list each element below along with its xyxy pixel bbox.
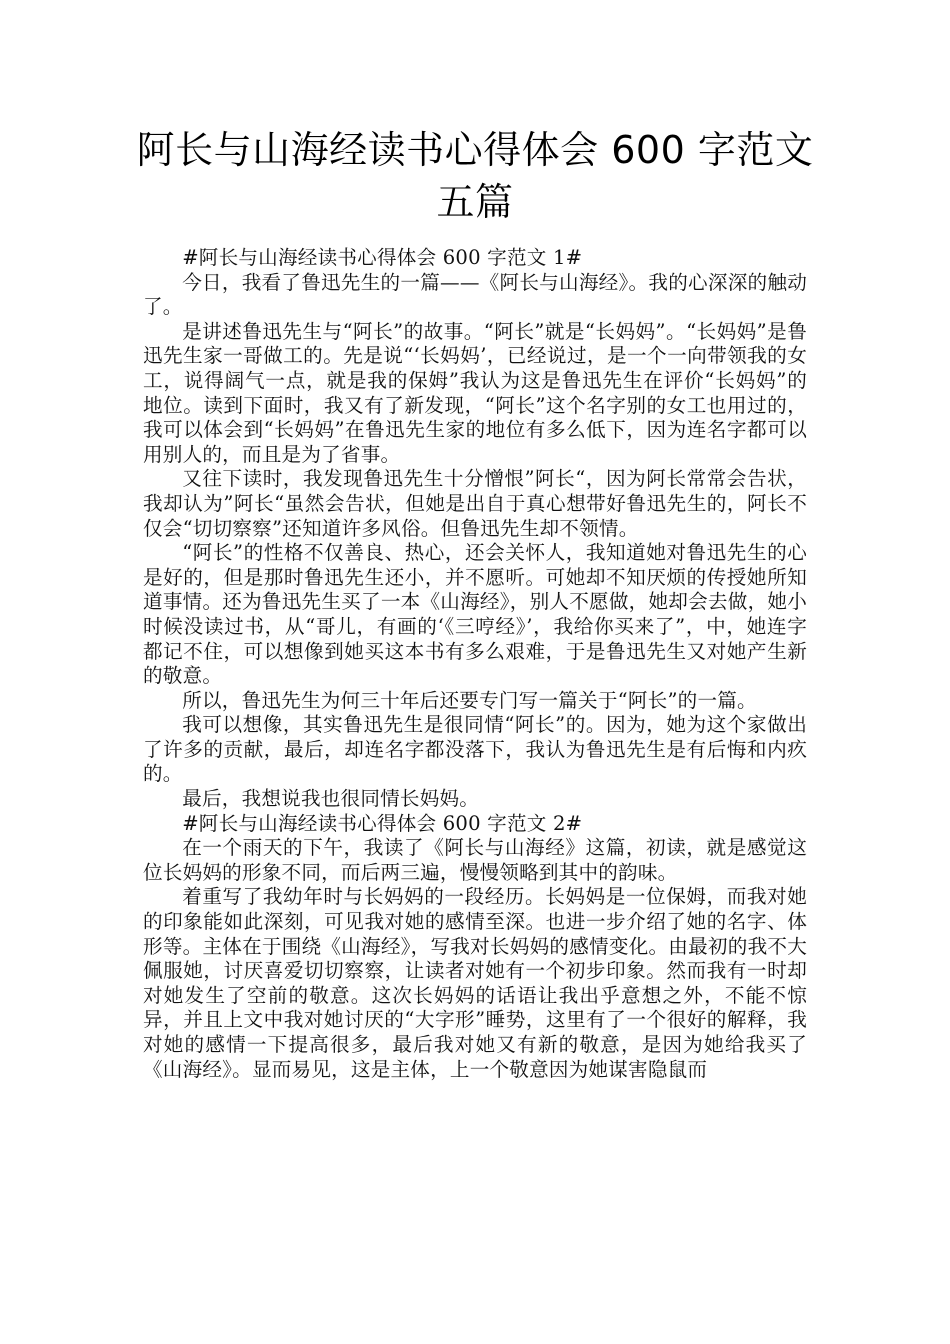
paragraph: 所以，鲁迅先生为何三十年后还要专门写一篇关于“阿长”的一篇。 [182, 688, 757, 712]
title-line-1: 阿长与山海经读书心得体会 600 字范文 [136, 128, 814, 172]
paragraph: 我可以想像，其实鲁迅先生是很同情“阿长”的。因为，她为这个家做出了许多的贡献，最后，却连名字都没落下，我认为鲁迅先生是有后悔和内疚的。 [143, 713, 807, 786]
paragraph: 着重写了我幼年时与长妈妈的一段经历。长妈妈是一位保姆，而我对她的印象能如此深刻，可见我对她的感情至深。也进一步介绍了她的名字、体形等。主体在于围绕《山海经》，写我对长妈妈的感情变化。由最初的我不大佩服她，讨厌喜爱切切察察，让读者对她有一个初步印象。然而我有一时却对她发生了空前的敬意。这次长妈妈的话语让我出乎意想之外，不能不惊异，并且上文中我对她讨厌的“大字形”睡势，这里有了一个很好的解释，我对她的感情一下提高很多，最后我对她又有新的敬意，是因为她给我买了《山海经》。显而易见，这是主体，上一个敬意因为她谋害隐鼠而 [143, 885, 807, 1081]
paragraph: 最后，我想说我也很同情长妈妈。 [182, 787, 480, 811]
title-line-2: 五篇 [436, 180, 514, 224]
paragraph: 是讲述鲁迅先生与“阿长”的故事。“阿长”就是“长妈妈”。“长妈妈”是鲁迅先生家一哥做工的。先是说“‘长妈妈’，已经说过，是一个一向带领我的女工，说得阔气一点，就是我的保姆”我认为这是鲁迅先生在评价“长妈妈”的地位。读到下面时，我又有了新发现，“阿长”这个名字别的女工也用过的，我可以体会到“长妈妈”在鲁迅先生家的地位有多么低下，因为连名字都可以用别人的，而且是为了省事。 [143, 319, 807, 466]
paragraph: 在一个雨天的下午，我读了《阿长与山海经》这篇，初读，就是感觉这位长妈妈的形象不同，而后两三遍，慢慢领略到其中的韵味。 [143, 836, 807, 884]
document-title [120, 124, 830, 228]
section-heading-1: #阿长与山海经读书心得体会 600 字范文 1# [182, 246, 583, 269]
section-heading-2: #阿长与山海经读书心得体会 600 字范文 2# [182, 811, 583, 835]
paragraph: “阿长”的性格不仅善良、热心，还会关怀人，我知道她对鲁迅先生的心是好的，但是那时鲁迅先生还小，并不愿听。可她却不知厌烦的传授她所知道事情。还为鲁迅先生买了一本《山海经》，别人不愿做，她却会去做，她小时候没读过书，从“哥儿，有画的‘《三哼经》’，我给你买来了”，中，她连字都记不住，可以想像到她买这本书有多么艰难，于是鲁迅先生又对她产生新的敬意。 [143, 541, 807, 688]
paragraph: 又往下读时，我发现鲁迅先生十分憎恨”阿长“，因为阿长常常会告状，我却认为”阿长“虽然会告状，但她是出自于真心想带好鲁迅先生的，阿长不仅会“切切察察”还知道许多风俗。但鲁迅先生却不领情。 [143, 467, 807, 540]
document-body [143, 246, 807, 1082]
paragraph: 今日，我看了鲁迅先生的一篇——《阿长与山海经》。我的心深深的触动了。 [143, 270, 807, 319]
